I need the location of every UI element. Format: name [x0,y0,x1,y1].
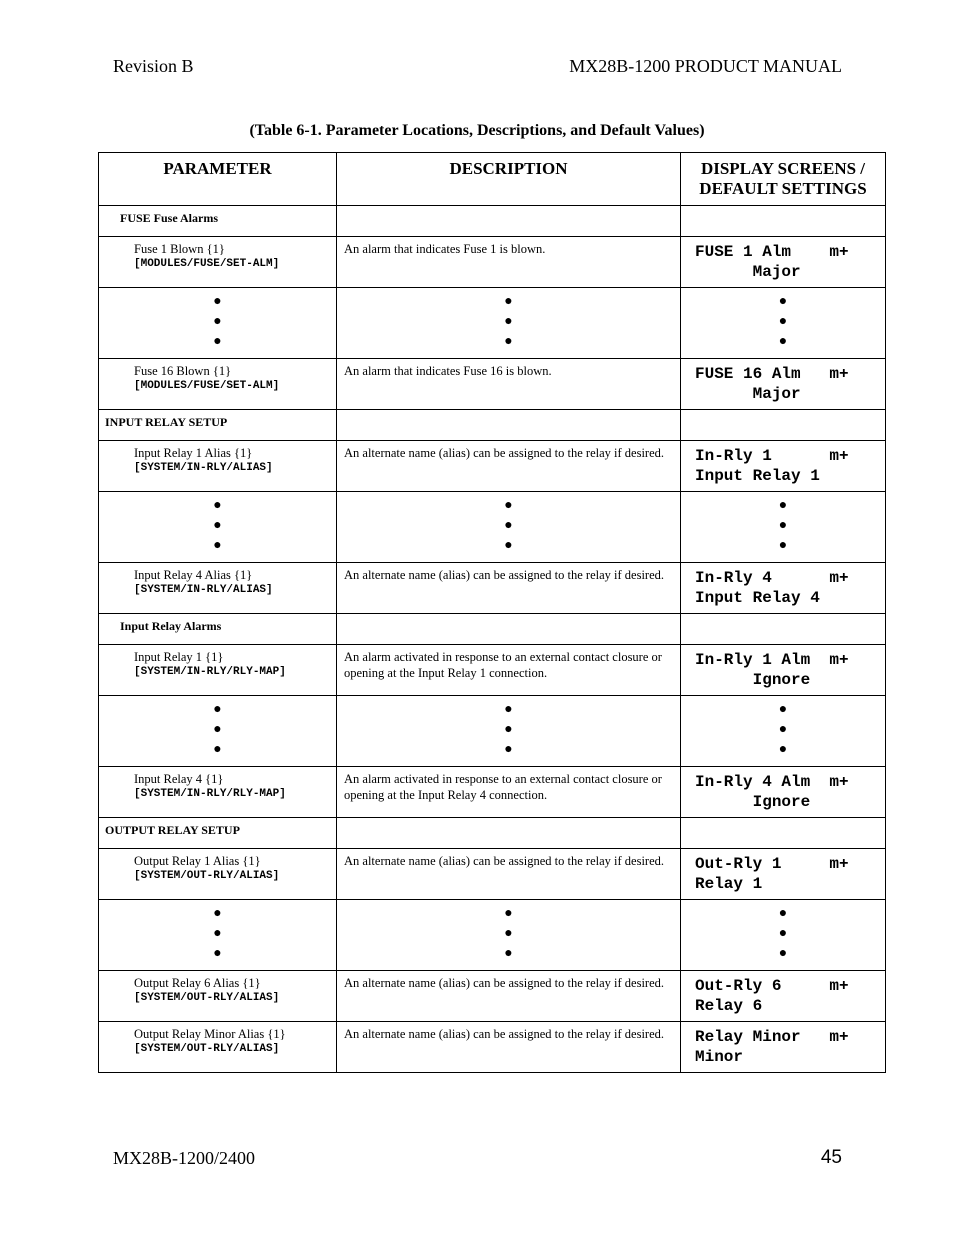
description-cell [337,441,681,492]
ellipsis-cell [99,900,337,971]
parameter-info [99,849,336,884]
display-cell [681,767,886,818]
bullet-dot: ● [504,946,513,961]
parameter-name: Input Relay 1 {1} [134,650,224,664]
group-label-cell [99,206,337,237]
ellipsis-cell [337,288,681,359]
parameter-cell [99,441,337,492]
group-label-cell [99,410,337,441]
bullet-dot: ● [504,538,513,553]
group-row [99,818,886,849]
empty-cell [337,818,681,849]
table-body [99,206,886,1073]
column-header-display-line2: DEFAULT SETTINGS [699,179,867,198]
group-label-cell [99,614,337,645]
empty-cell [681,614,886,645]
parameter-description: An alternate name (alias) can be assigned to the relay if desired. [344,1027,665,1041]
empty-cell [337,206,681,237]
parameter-path: [MODULES/FUSE/SET-ALM] [134,258,280,270]
description-cell [337,645,681,696]
empty-cell [681,818,886,849]
vertical-ellipsis [337,696,680,760]
table-header-row [99,153,886,206]
parameter-cell [99,767,337,818]
display-line-2: Input Relay 4 [695,589,820,607]
parameter-description: An alarm that indicates Fuse 16 is blown. [344,364,552,378]
parameter-info [99,971,336,1006]
bullet-dot: ● [213,722,222,737]
display-line-2: Input Relay 1 [695,467,820,485]
ellipsis-cell [99,696,337,767]
bullet-dot: ● [778,294,788,309]
parameter-name: Fuse 1 Blown {1} [134,242,225,256]
display-screen [681,441,885,486]
parameter-cell [99,237,337,288]
display-cell [681,359,886,410]
display-cell [681,645,886,696]
parameter-cell [99,359,337,410]
display-line-1: Out-Rly 1 m+ [695,855,849,873]
bullet-dot: ● [504,702,513,717]
bullet-dot: ● [778,314,788,329]
group-label: Input Relay Alarms [120,619,222,633]
parameter-row [99,849,886,900]
vertical-ellipsis [681,492,885,556]
parameter-description: An alternate name (alias) can be assigned to the relay if desired. [344,854,665,868]
empty-cell [681,206,886,237]
parameter-info [99,359,336,394]
empty-cell [337,410,681,441]
parameter-description: An alternate name (alias) can be assigned to the relay if desired. [344,568,665,582]
description-cell [337,1022,681,1073]
bullet-dot: ● [778,926,788,941]
column-header-parameter: PARAMETER [99,153,337,206]
vertical-ellipsis [99,288,336,352]
display-line-2: Ignore [695,671,811,689]
group-label: FUSE Fuse Alarms [120,211,219,225]
bullet-dot: ● [778,702,788,717]
group-row [99,410,886,441]
parameter-path: [SYSTEM/IN-RLY/ALIAS] [134,462,273,474]
empty-cell [681,410,886,441]
footer-model: MX28B-1200/2400 [113,1148,256,1168]
parameter-row [99,645,886,696]
group-label: OUTPUT RELAY SETUP [105,823,240,837]
parameter-path: [MODULES/FUSE/SET-ALM] [134,380,280,392]
parameter-description: An alternate name (alias) can be assigned to the relay if desired. [344,446,665,460]
display-line-1: In-Rly 1 m+ [695,447,849,465]
bullet-dot: ● [213,498,222,513]
vertical-ellipsis [681,900,885,964]
bullet-dot: ● [778,946,788,961]
display-screen [681,767,885,812]
bullet-dot: ● [213,926,222,941]
display-line-2: Relay 1 [695,875,763,893]
parameter-name: Input Relay 1 Alias {1} [134,446,253,460]
parameter-row [99,767,886,818]
vertical-ellipsis [99,696,336,760]
parameter-info [99,237,336,272]
display-line-1: FUSE 1 Alm m+ [695,243,849,261]
parameter-table [98,152,886,1073]
group-row [99,614,886,645]
parameter-description: An alternate name (alias) can be assigned to the relay if desired. [344,976,665,990]
ellipsis-row [99,492,886,563]
description-cell [337,767,681,818]
parameter-row [99,971,886,1022]
column-header-display-line1: DISPLAY SCREENS / [700,159,866,178]
parameter-name: Input Relay 4 {1} [134,772,224,786]
description-cell [337,237,681,288]
ellipsis-cell [99,288,337,359]
bullet-dot: ● [504,722,513,737]
parameter-row [99,441,886,492]
parameter-path: [SYSTEM/IN-RLY/ALIAS] [134,584,273,596]
column-header-description: DESCRIPTION [337,153,681,206]
empty-cell [337,614,681,645]
parameter-cell [99,971,337,1022]
parameter-info [99,645,336,680]
bullet-dot: ● [213,334,222,349]
bullet-dot: ● [778,538,788,553]
description-cell [337,849,681,900]
running-header-revision: Revision B [113,56,194,76]
parameter-info [99,441,336,476]
bullet-dot: ● [213,538,222,553]
bullet-dot: ● [778,334,788,349]
vertical-ellipsis [337,288,680,352]
vertical-ellipsis [337,900,680,964]
display-screen [681,563,885,608]
display-cell [681,237,886,288]
ellipsis-cell [337,696,681,767]
vertical-ellipsis [681,696,885,760]
display-line-2: Relay 6 [695,997,763,1015]
parameter-description: An alarm activated in response to an external contact closure or opening at the Input Relay 4 connection. [344,772,662,802]
display-line-2: Ignore [695,793,811,811]
parameter-info [99,767,336,802]
ellipsis-row [99,900,886,971]
parameter-path: [SYSTEM/IN-RLY/RLY-MAP] [134,666,286,678]
group-label: INPUT RELAY SETUP [105,415,228,429]
bullet-dot: ● [778,722,788,737]
parameter-row [99,359,886,410]
display-screen [681,971,885,1016]
description-cell [337,971,681,1022]
bullet-dot: ● [504,926,513,941]
bullet-dot: ● [213,946,222,961]
display-line-1: In-Rly 4 Alm m+ [695,773,849,791]
parameter-row [99,1022,886,1073]
vertical-ellipsis [337,492,680,556]
bullet-dot: ● [504,294,513,309]
description-cell [337,563,681,614]
display-screen [681,645,885,690]
bullet-dot: ● [504,742,513,757]
bullet-dot: ● [778,518,788,533]
ellipsis-row [99,696,886,767]
bullet-dot: ● [213,314,222,329]
parameter-path: [SYSTEM/OUT-RLY/ALIAS] [134,992,280,1004]
group-label-cell [99,818,337,849]
parameter-path: [SYSTEM/OUT-RLY/ALIAS] [134,1043,280,1055]
display-screen [681,849,885,894]
vertical-ellipsis [99,492,336,556]
parameter-cell [99,563,337,614]
bullet-dot: ● [504,906,513,921]
display-line-1: FUSE 16 Alm m+ [695,365,849,383]
display-screen [681,359,885,404]
parameter-cell [99,849,337,900]
display-screen [681,237,885,282]
page-number: 45 [820,1147,842,1168]
ellipsis-cell [681,900,886,971]
display-line-1: In-Rly 4 m+ [695,569,849,587]
parameter-path: [SYSTEM/OUT-RLY/ALIAS] [134,870,280,882]
parameter-row [99,237,886,288]
display-line-2: Minor [695,1048,744,1066]
bullet-dot: ● [778,742,788,757]
parameter-description: An alarm activated in response to an external contact closure or opening at the Input Relay 1 connection. [344,650,662,680]
bullet-dot: ● [213,702,222,717]
vertical-ellipsis [681,288,885,352]
parameter-row [99,563,886,614]
ellipsis-cell [99,492,337,563]
display-cell [681,1022,886,1073]
ellipsis-cell [681,288,886,359]
parameter-path: [SYSTEM/IN-RLY/RLY-MAP] [134,788,286,800]
display-line-1: Relay Minor m+ [695,1028,849,1046]
vertical-ellipsis [99,900,336,964]
display-cell [681,441,886,492]
display-line-2: Major [695,385,801,403]
parameter-cell [99,645,337,696]
group-row [99,206,886,237]
bullet-dot: ● [213,906,222,921]
ellipsis-cell [337,492,681,563]
bullet-dot: ● [213,518,222,533]
bullet-dot: ● [778,498,788,513]
bullet-dot: ● [213,294,222,309]
parameter-name: Output Relay Minor Alias {1} [134,1027,286,1041]
display-line-1: Out-Rly 6 m+ [695,977,849,995]
display-screen [681,1022,885,1067]
bullet-dot: ● [213,742,222,757]
ellipsis-cell [681,492,886,563]
parameter-cell [99,1022,337,1073]
display-cell [681,563,886,614]
column-header-display [681,153,886,206]
display-line-1: In-Rly 1 Alm m+ [695,651,849,669]
parameter-info [99,563,336,598]
parameter-description: An alarm that indicates Fuse 1 is blown. [344,242,546,256]
display-line-2: Major [695,263,801,281]
ellipsis-row [99,288,886,359]
table-caption: (Table 6-1. Parameter Locations, Descriptions, and Default Values) [249,122,705,139]
parameter-name: Input Relay 4 Alias {1} [134,568,253,582]
bullet-dot: ● [504,334,513,349]
display-cell [681,971,886,1022]
parameter-name: Output Relay 1 Alias {1} [134,854,261,868]
parameter-info [99,1022,336,1057]
running-header-title: MX28B-1200 PRODUCT MANUAL [569,56,842,76]
ellipsis-cell [681,696,886,767]
parameter-name: Output Relay 6 Alias {1} [134,976,261,990]
parameter-name: Fuse 16 Blown {1} [134,364,232,378]
bullet-dot: ● [778,906,788,921]
display-cell [681,849,886,900]
bullet-dot: ● [504,314,513,329]
bullet-dot: ● [504,498,513,513]
description-cell [337,359,681,410]
bullet-dot: ● [504,518,513,533]
ellipsis-cell [337,900,681,971]
